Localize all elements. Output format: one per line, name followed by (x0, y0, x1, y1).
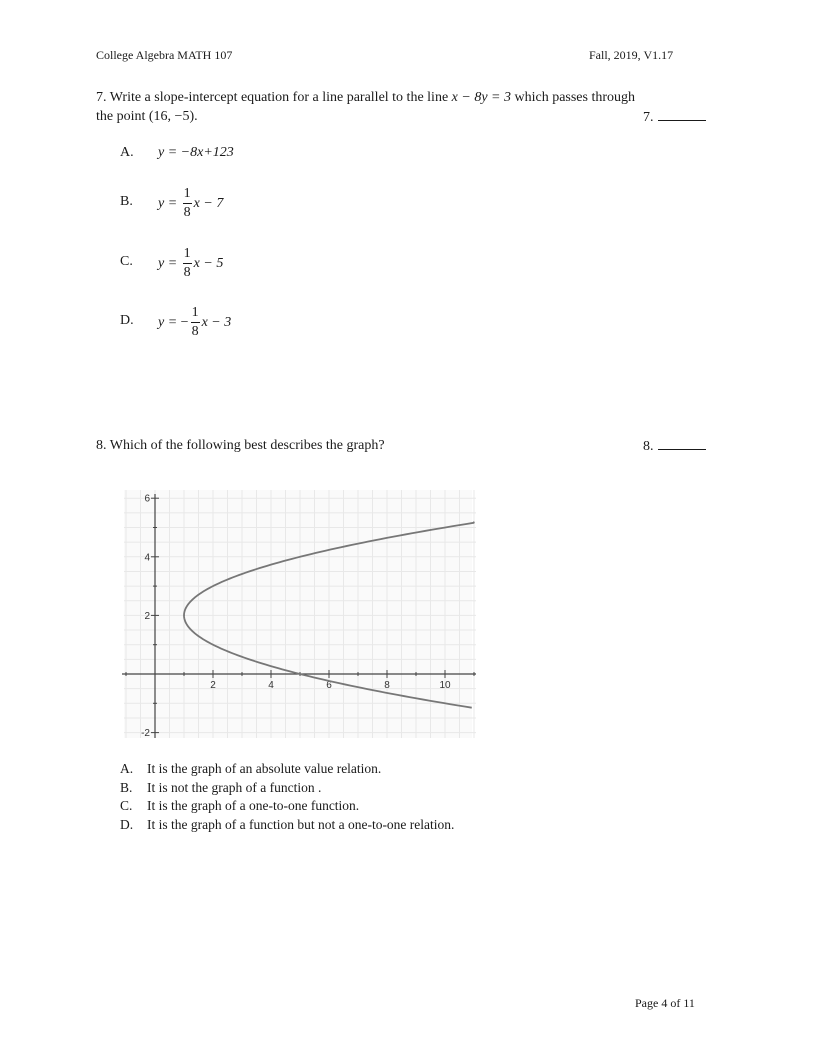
equation-rhs: x − 7 (193, 195, 224, 211)
q8-option-text[interactable]: It is the graph of a function but not a one-to-one relation. (147, 816, 455, 832)
q7-option-equation[interactable] (158, 247, 223, 280)
q8-option-letter: A. (120, 761, 134, 776)
q7-number: 7. (96, 90, 107, 105)
q8-answer-line[interactable] (658, 436, 706, 450)
y-tick-label: -2 (141, 728, 150, 740)
q7-prompt-line2: the point (16, −5). (96, 109, 198, 124)
q7-answer-blank[interactable] (643, 107, 706, 127)
fraction-denominator: 8 (191, 324, 199, 339)
q7-option-letter: C. (120, 254, 133, 269)
fraction-numerator: 1 (183, 247, 192, 264)
q8-prompt (96, 436, 385, 455)
q7-option-equation[interactable] (158, 306, 231, 339)
equation-lhs: y = (158, 255, 181, 271)
y-tick-label: 4 (144, 552, 150, 564)
q8-option-text[interactable]: It is the graph of an absolute value relation. (147, 761, 382, 776)
x-tick-label: 8 (384, 680, 390, 691)
q8-text: Which of the following best describes the graph? (109, 438, 385, 453)
q8-answer-blank[interactable] (643, 436, 706, 456)
equation-rhs: −8x+123 (180, 145, 234, 160)
x-tick-label: 10 (439, 680, 451, 691)
y-tick-label: 6 (144, 493, 150, 505)
fraction-denominator: 8 (183, 265, 191, 280)
q8-option-text[interactable]: It is the graph of a one-to-one function. (147, 798, 360, 813)
fraction-denominator: 8 (183, 205, 191, 220)
q7-line-equation: x − 8y = 3 (451, 90, 511, 105)
x-tick-label: 4 (268, 680, 274, 691)
q7-option-letter: D. (120, 313, 134, 328)
fraction (183, 187, 192, 220)
q8-number: 8. (96, 438, 107, 453)
q7-option-equation[interactable] (158, 145, 234, 161)
q8-option-text[interactable]: It is not the graph of a function . (147, 779, 322, 795)
parabola-graph (116, 486, 476, 742)
q7-option-letter: B. (120, 194, 133, 209)
y-tick-label: 2 (144, 610, 150, 622)
q8-answer-label: 8. (643, 439, 654, 454)
x-tick-label: 6 (326, 680, 332, 691)
header-course: College Algebra MATH 107 (96, 48, 233, 62)
q8-option-letter: C. (120, 798, 133, 813)
fraction (183, 247, 192, 280)
fraction-numerator: 1 (191, 306, 200, 323)
q8-option-letter: D. (120, 816, 134, 832)
q7-prompt-line1 (96, 88, 635, 107)
q7-answer-line[interactable] (658, 107, 706, 121)
header-term: Fall, 2019, V1.17 (589, 48, 674, 62)
q7-text-b: which passes through (510, 90, 636, 105)
equation-sign: − (180, 314, 189, 330)
equation-lhs: y = (158, 145, 181, 160)
q8-option-letter: B. (120, 779, 133, 795)
page-number: Page 4 of 11 (635, 996, 695, 1010)
equation-lhs: y = (158, 195, 181, 211)
q7-text-a: Write a slope-intercept equation for a line parallel to the line (109, 90, 452, 105)
equation-rhs: x − 5 (193, 255, 224, 271)
equation-lhs: y = (158, 314, 181, 330)
fraction-numerator: 1 (183, 187, 192, 204)
q7-answer-label: 7. (643, 110, 654, 125)
x-tick-label: 2 (210, 680, 216, 691)
fraction (191, 306, 200, 339)
equation-rhs: x − 3 (201, 314, 232, 330)
q7-option-letter: A. (120, 145, 134, 160)
q7-option-equation[interactable] (158, 187, 223, 220)
